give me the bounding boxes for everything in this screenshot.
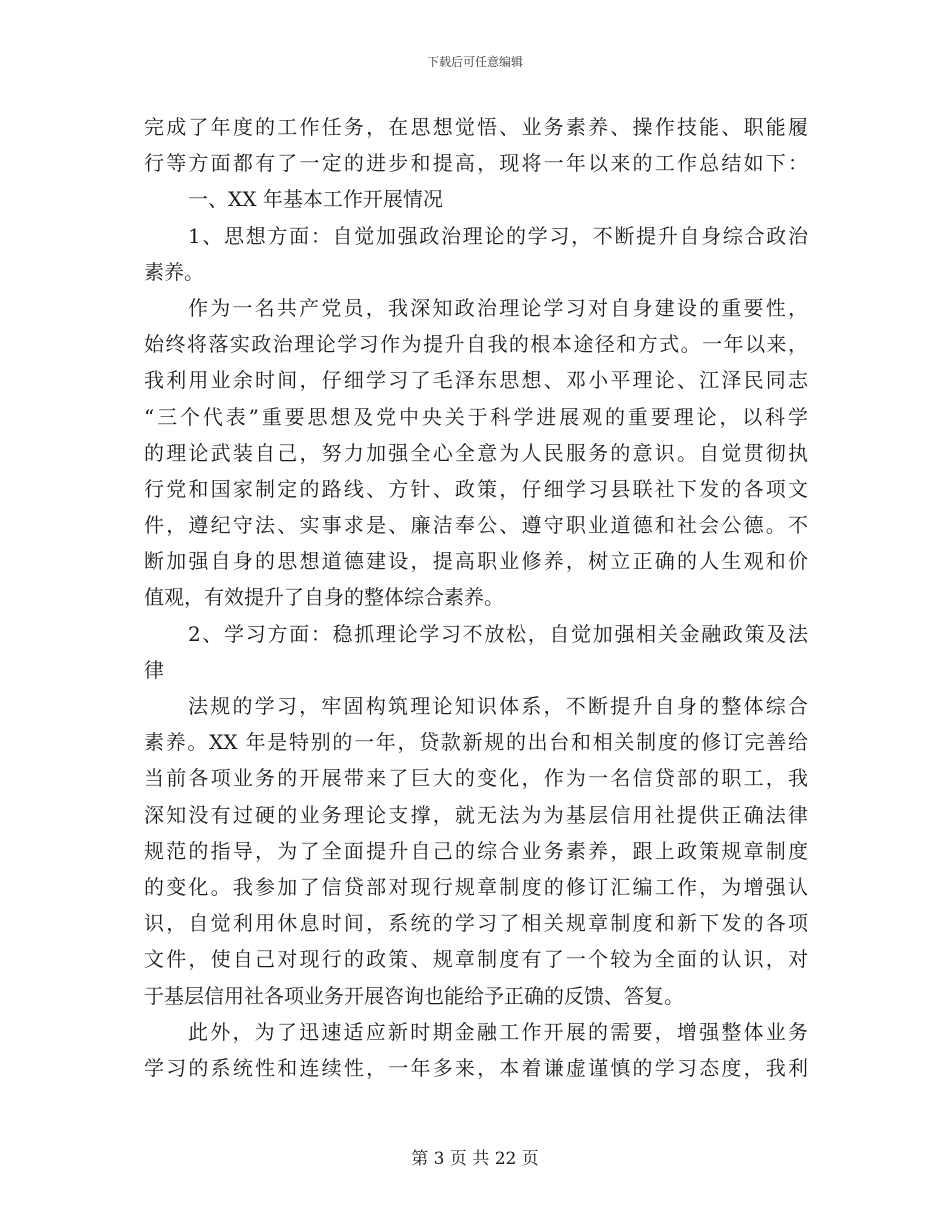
text-line: 素养。XX 年是特别的一年，贷款新规的出台和相关制度的修订完善给 (144, 730, 808, 755)
text-line: 1、思想方面：自觉加强政治理论的学习，不断提升自身综合政治 (188, 223, 808, 248)
text-line: 规范的指导，为了全面提升自己的综合业务素养，跟上政策规章制度 (144, 838, 808, 863)
text-line: 文件，使自己对现行的政策、规章制度有了一个较为全面的认识，对 (144, 947, 808, 972)
text-line: 完成了年度的工作任务，在思想觉悟、业务素养、操作技能、职能履 (144, 115, 808, 139)
text-line: 的变化。我参加了信贷部对现行规章制度的修订汇编工作，为增强认 (144, 874, 808, 899)
text-line: 素养。 (144, 259, 204, 284)
text-line: 行党和国家制定的路线、方针、政策，仔细学习县联社下发的各项文 (144, 476, 808, 501)
text-line: 始终将落实政治理论学习作为提升自我的根本途径和方式。一年以来， (144, 332, 808, 357)
text-line: 于基层信用社各项业务开展咨询也能给予正确的反馈、答复。 (144, 983, 684, 1008)
section-heading: 一、XX 年基本工作开展情况 (188, 187, 443, 212)
text-line: 断加强自身的思想道德建设，提高职业修养，树立正确的人生观和价 (144, 549, 808, 574)
document-body (144, 109, 808, 1086)
page-header: 下载后可任意编辑 (426, 55, 523, 69)
text-line: 深知没有过硬的业务理论支撑，就无法为为基层信用社提供正确法律 (144, 802, 808, 827)
text-line: 的理论武装自己，努力加强全心全意为人民服务的意识。自觉贯彻执 (144, 440, 808, 465)
text-line: 此外，为了迅速适应新时期金融工作开展的需要，增强整体业务 (188, 1019, 808, 1044)
text-line: 律 (144, 657, 164, 682)
text-line: 法规的学习，牢固构筑理论知识体系，不断提升自身的整体综合 (188, 694, 808, 718)
text-line: “三个代表”重要思想及党中央关于科学进展观的重要理论，以科学 (144, 404, 808, 429)
text-line: 2、学习方面：稳抓理论学习不放松，自觉加强相关金融政策及法 (188, 621, 808, 646)
text-line: 行等方面都有了一定的进步和提高，现将一年以来的工作总结如下： (144, 151, 808, 176)
text-line: 值观，有效提升了自身的整体综合素养。 (144, 585, 504, 610)
text-line: 学习的系统性和连续性，一年多来，本着谦虚谨慎的学习态度，我利 (144, 1055, 808, 1080)
text-line: 我利用业余时间，仔细学习了毛泽东思想、邓小平理论、江泽民同志 (144, 368, 808, 393)
text-line: 当前各项业务的开展带来了巨大的变化，作为一名信贷部的职工，我 (144, 766, 808, 791)
text-line: 件，遵纪守法、实事求是、廉洁奉公、遵守职业道德和社会公德。不 (144, 513, 808, 538)
text-line: 作为一名共产党员，我深知政治理论学习对自身建设的重要性， (188, 295, 808, 320)
text-line: 识，自觉利用休息时间，系统的学习了相关规章制度和新下发的各项 (144, 911, 808, 936)
page-number: 第 3 页 共 22 页 (411, 1149, 539, 1169)
